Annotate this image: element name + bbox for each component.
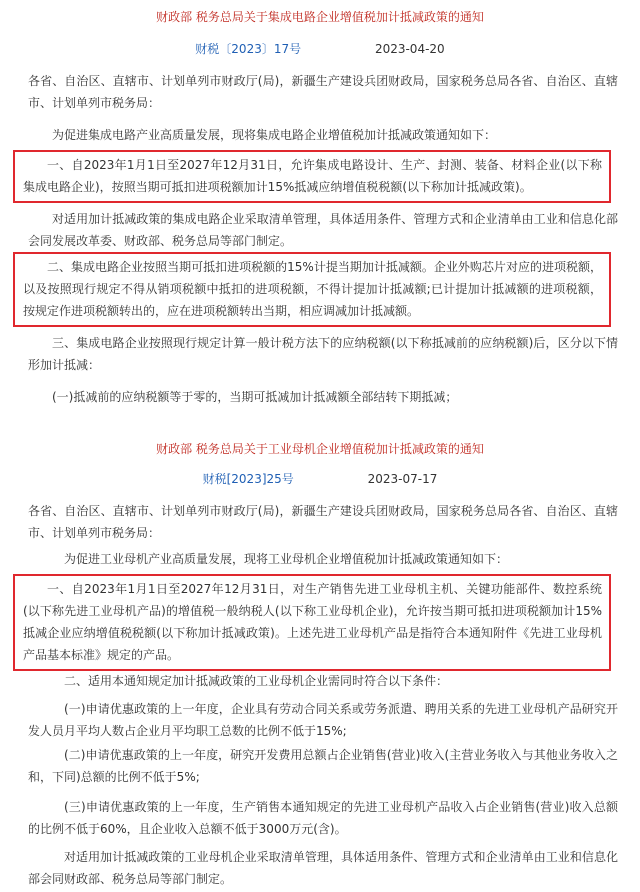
- notice1-item-1-note: 对适用加计抵减政策的集成电路企业采取清单管理，具体适用条件、管理方式和企业清单由工业和信息化部会同发展改革委、财政部、税务总局等部门制定。: [28, 212, 618, 248]
- notice2-date: 2023-07-17: [367, 472, 438, 486]
- notice2-doc-number: 财税[2023]25号: [202, 472, 294, 486]
- notice2-item-1: 一、自2023年1月1日至2027年12月31日，对生产销售先进工业母机主机、关键功能部件、数控系统(以下称先进工业母机产品)的增值税一般纳税人(以下称工业母机企业)，允许按当期可抵扣进项税额加计15%抵减企业应纳增值税税额(以下称加计抵减政策)。上述先进工业母机产品是指符合本通知附件《先进工业母机产品基本标准》规定的产品。: [23, 582, 602, 662]
- notice1-item-3: 三、集成电路企业按照现行规定计算一般计税方法下的应纳税额(以下称抵减前的应纳税额)后，区分以下情形加计抵减：: [28, 336, 618, 372]
- notice2-item-2-2: (二)申请优惠政策的上一年度，研究开发费用总额占企业销售(营业)收入(主营业务收入与其他业务收入之和，下同)总额的比例不低于5%;: [28, 748, 618, 784]
- notice2-item-2-note: 对适用加计抵减政策的工业母机企业采取清单管理，具体适用条件、管理方式和企业清单由工业和信息化部会同财政部、税务总局等部门制定。: [28, 850, 618, 886]
- notice1-highlight-box-1: [13, 150, 611, 203]
- notice2-meta: [0, 470, 640, 488]
- notice1-item-3-1: (一)抵减前的应纳税额等于零的，当期可抵减加计抵减额全部结转下期抵减；: [52, 390, 458, 404]
- notice2-intro: 为促进工业母机产业高质量发展，现将工业母机企业增值税加计抵减政策通知如下：: [64, 552, 509, 566]
- notice1-date: 2023-04-20: [374, 42, 445, 56]
- notice1-intro: 为促进集成电路产业高质量发展，现将集成电路企业增值税加计抵减政策通知如下：: [52, 128, 497, 142]
- notice1-doc-number: 财税〔2023〕17号: [195, 42, 302, 56]
- notice1-addressee: 各省、自治区、直辖市、计划单列市财政厅(局)，新疆生产建设兵团财政局，国家税务总局各省、自治区、直辖市、计划单列市税务局：: [28, 74, 618, 110]
- notice1-meta: [0, 40, 640, 58]
- notice1-item-1: 一、自2023年1月1日至2027年12月31日，允许集成电路设计、生产、封测、装备、材料企业(以下称集成电路企业)，按照当期可抵扣进项税额加计15%抵减应纳增值税税额(以下称加计抵减政策)。: [23, 158, 602, 194]
- notice1-title: 财政部 税务总局关于集成电路企业增值税加计抵减政策的通知: [156, 10, 484, 24]
- notice1-item-2: 二、集成电路企业按照当期可抵扣进项税额的15%计提当期加计抵减额。企业外购芯片对应的进项税额，以及按照现行规定不得从销项税额中抵扣的进项税额，不得计提加计抵减额;已计提加计抵减额的进项税额，按规定作进项税额转出的，应在进项税额转出当期，相应调减加计抵减额。: [23, 260, 602, 318]
- notice2-title: 财政部 税务总局关于工业母机企业增值税加计抵减政策的通知: [156, 442, 484, 456]
- notice2-addressee: 各省、自治区、直辖市、计划单列市财政厅(局)，新疆生产建设兵团财政局，国家税务总局各省、自治区、直辖市、计划单列市税务局：: [28, 504, 618, 540]
- notice2-highlight-box: [13, 574, 611, 671]
- notice2-item-2-1: (一)申请优惠政策的上一年度，企业具有劳动合同关系或劳务派遣、聘用关系的先进工业母机产品研究开发人员月平均人数占企业月平均职工总数的比例不低于15%;: [28, 702, 618, 738]
- notice2-item-2-3: (三)申请优惠政策的上一年度，生产销售本通知规定的先进工业母机产品收入占企业销售(营业)收入总额的比例不低于60%，且企业收入总额不低于3000万元(含)。: [28, 800, 618, 836]
- notice2-item-2: 二、适用本通知规定加计抵减政策的工业母机企业需同时符合以下条件：: [64, 674, 449, 688]
- notice1-highlight-box-2: [13, 252, 611, 327]
